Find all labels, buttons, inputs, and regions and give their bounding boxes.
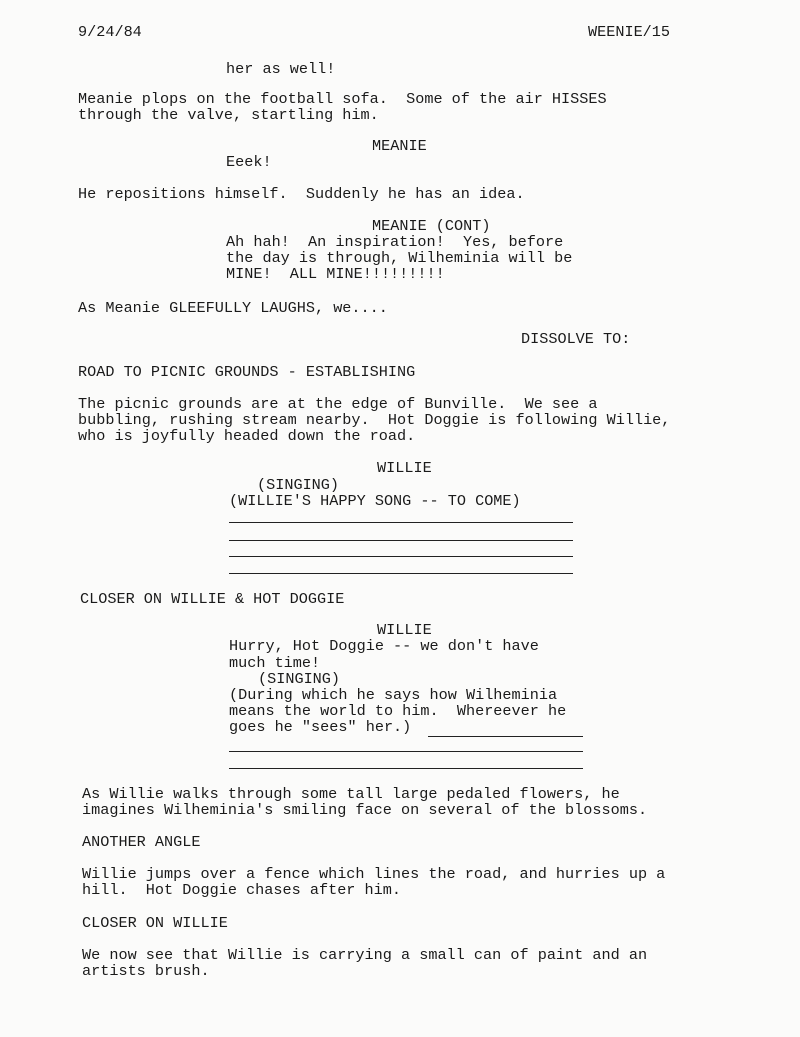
dialogue-line: the day is through, Wilheminia will be [226, 249, 573, 267]
action-line: The picnic grounds are at the edge of Bunville. We see a [78, 395, 598, 413]
character-name: WILLIE [377, 459, 432, 477]
scene-heading: CLOSER ON WILLIE [82, 914, 228, 932]
action-line: Meanie plops on the football sofa. Some of the air HISSES [78, 90, 607, 108]
dialogue-line: goes he "sees" her.) [229, 718, 412, 736]
action-line: We now see that Willie is carrying a small can of paint and an [82, 946, 648, 964]
action-line: artists brush. [82, 962, 210, 980]
character-name: MEANIE (CONT) [372, 217, 491, 235]
scene-heading: ROAD TO PICNIC GROUNDS - ESTABLISHING [78, 363, 416, 381]
action-line: bubbling, rushing stream nearby. Hot Doggie is following Willie, [78, 411, 671, 429]
action-line: imagines Wilheminia's smiling face on several of the blossoms. [82, 801, 648, 819]
blank-line [428, 736, 583, 737]
dialogue-line: her as well! [226, 60, 336, 78]
dialogue-line: Ah hah! An inspiration! Yes, before [226, 233, 564, 251]
blank-line [229, 751, 583, 752]
character-name: MEANIE [372, 137, 427, 155]
action-line: who is joyfully headed down the road. [78, 427, 416, 445]
dialogue-line: Eeek! [226, 153, 272, 171]
blank-line [229, 540, 573, 541]
action-line: Willie jumps over a fence which lines the road, and hurries up a [82, 865, 666, 883]
action-line: through the valve, startling him. [78, 106, 379, 124]
dialogue-line: MINE! ALL MINE!!!!!!!!! [226, 265, 445, 283]
action-line: He repositions himself. Suddenly he has an idea. [78, 185, 525, 203]
header-date: 9/24/84 [78, 23, 142, 41]
scene-heading: ANOTHER ANGLE [82, 833, 201, 851]
header-page-ref: WEENIE/15 [588, 23, 671, 41]
action-line: As Meanie GLEEFULLY LAUGHS, we.... [78, 299, 388, 317]
dialogue-line: (During which he says how Wilheminia [229, 686, 558, 704]
character-name: WILLIE [377, 621, 432, 639]
dialogue-line: much time! [229, 654, 321, 672]
action-line: As Willie walks through some tall large pedaled flowers, he [82, 785, 620, 803]
blank-line [229, 573, 573, 574]
dialogue-line: means the world to him. Whereever he [229, 702, 567, 720]
blank-line [229, 556, 573, 557]
parenthetical: (SINGING) [258, 670, 341, 688]
scene-heading: CLOSER ON WILLIE & HOT DOGGIE [80, 590, 345, 608]
blank-line [229, 522, 573, 523]
blank-line [229, 768, 583, 769]
action-line: hill. Hot Doggie chases after him. [82, 881, 401, 899]
transition: DISSOLVE TO: [521, 330, 631, 348]
dialogue-line: (WILLIE'S HAPPY SONG -- TO COME) [229, 492, 521, 510]
dialogue-line: Hurry, Hot Doggie -- we don't have [229, 637, 539, 655]
parenthetical: (SINGING) [257, 476, 340, 494]
